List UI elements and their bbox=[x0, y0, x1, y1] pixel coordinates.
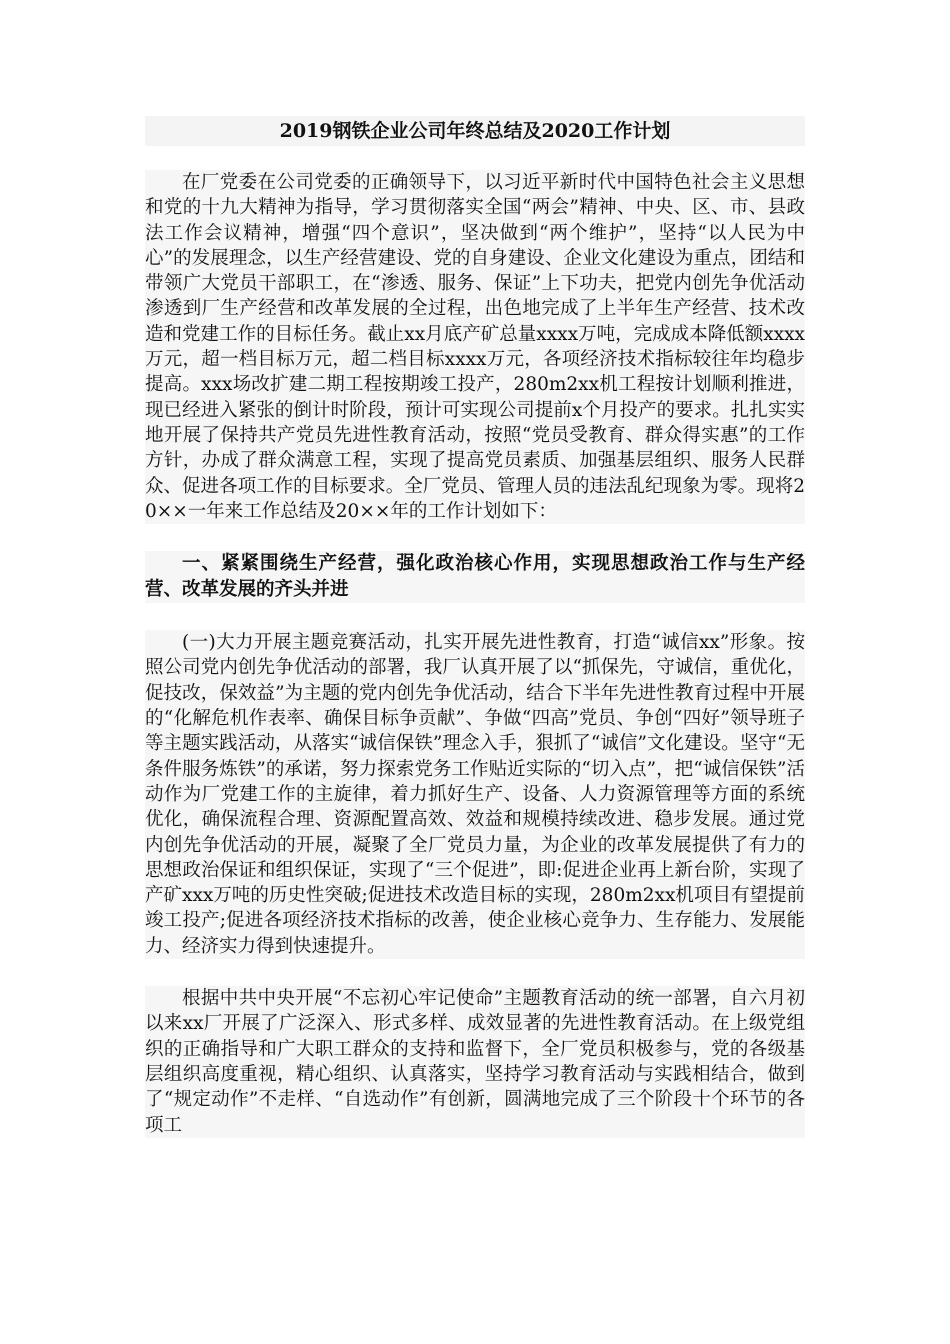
document-title: 2019钢铁企业公司年终总结及2020工作计划 bbox=[145, 116, 805, 146]
document-page bbox=[145, 116, 805, 1138]
body-paragraph: (一)大力开展主题竞赛活动，扎实开展先进性教育，打造“诚信xx”形象。按照公司党内创先争优活动的部署，我厂认真开展了以“抓保先，守诚信，重优化，促技改，保效益”为主题的党内创先争优活动，结合下半年先进性教育过程中开展的“化解危机作表率、确保目标争贡献”、争做“四高”党员、争创“四好”领导班子等主题实践活动，从落实“诚信保铁”理念入手，狠抓了“诚信”文化建设。坚守“无条件服务炼铁”的承诺，努力探索党务工作贴近实际的“切入点”，把“诚信保铁”活动作为厂党建工作的主旋律，着力抓好生产、设备、人力资源管理等方面的系统优化，确保流程合理、资源配置高效、效益和规模持续改进、稳步发展。通过党内创先争优活动的开展，凝聚了全厂党员力量，为企业的改革发展提供了有力的思想政治保证和组织保证，实现了“三个促进”，即:促进企业再上新台阶，实现了产矿xxx万吨的历史性突破;促进技术改造目标的实现，280m2xx机项目有望提前竣工投产;促进各项经济技术指标的改善，使企业核心竞争力、生存能力、发展能力、经济实力得到快速提升。 bbox=[145, 630, 805, 959]
intro-paragraph: 在厂党委在公司党委的正确领导下，以习近平新时代中国特色社会主义思想和党的十九大精神为指导，学习贯彻落实全国“两会”精神、中央、区、市、县政法工作会议精神，增强“四个意识”，坚决做到“两个维护”，坚持“以人民为中心”的发展理念，以生产经营建设、党的自身建设、企业文化建设为重点，团结和带领广大党员干部职工，在“渗透、服务、保证”上下功夫，把党内创先争优活动渗透到厂生产经营和改革发展的全过程，出色地完成了上半年生产经营、技术改造和党建工作的目标任务。截止xx月底产矿总量xxxx万吨，完成成本降低额xxxx万元，超一档目标万元，超二档目标xxxx万元，各项经济技术指标较往年均稳步提高。xxx场改扩建二期工程按期竣工投产，280m2xx机工程按计划顺利推进，现已经进入紧张的倒计时阶段，预计可实现公司提前x个月投产的要求。扎扎实实地开展了保持共产党员先进性教育活动，按照“党员受教育、群众得实惠”的工作方针，办成了群众满意工程，实现了提高党员素质、加强基层组织、服务人民群众、促进各项工作的目标要求。全厂党员、管理人员的违法乱纪现象为零。现将20××一年来工作总结及20××年的工作计划如下： bbox=[145, 170, 805, 524]
body-paragraph: 根据中共中央开展“不忘初心牢记使命”主题教育活动的统一部署，自六月初以来xx厂开展了广泛深入、形式多样、成效显著的先进性教育活动。在上级党组织的正确指导和广大职工群众的支持和监督下，全厂党员积极参与，党的各级基层组织高度重视，精心组织、认真落实，坚持学习教育活动与实践相结合，做到了“规定动作”不走样、“自选动作”有创新，圆满地完成了三个阶段十个环节的各项工 bbox=[145, 986, 805, 1138]
section-heading: 一、紧紧围绕生产经营，强化政治核心作用，实现思想政治工作与生产经营、改革发展的齐头并进 bbox=[145, 551, 805, 603]
